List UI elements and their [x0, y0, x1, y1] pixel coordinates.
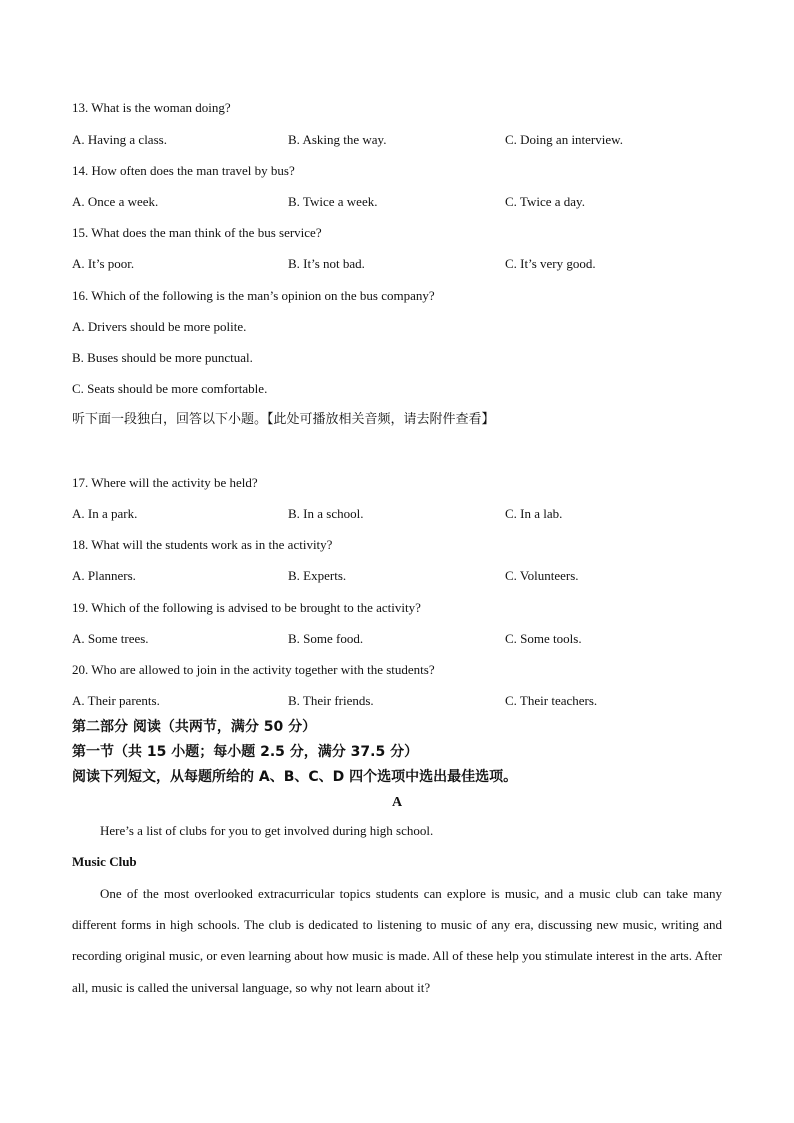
club-heading: Music Club — [72, 854, 137, 869]
option-14-b: B. Twice a week. — [288, 194, 378, 209]
section-one-title: 第一节（共 15 小题；每小题 2.5 分，满分 37.5 分） — [72, 744, 419, 760]
option-19-b: B. Some food. — [288, 631, 364, 646]
monologue-instruction: 听下面一段独白，回答以下小题。【此处可播放相关音频，请去附件查看】 — [72, 412, 495, 427]
option-14-c: C. Twice a day. — [505, 194, 585, 209]
option-13-b: B. Asking the way. — [288, 132, 387, 147]
option-15-a: A. It’s poor. — [72, 256, 135, 271]
question-17: 17. Where will the activity be held? — [72, 475, 258, 490]
option-20-a: A. Their parents. — [72, 693, 160, 708]
question-15: 15. What does the man think of the bus service? — [72, 225, 322, 240]
option-18-a: A. Planners. — [72, 568, 136, 583]
option-17-b: B. In a school. — [288, 506, 364, 521]
option-16-c: C. Seats should be more comfortable. — [72, 381, 268, 396]
part-two-title: 第二部分 阅读（共两节，满分 50 分） — [72, 719, 317, 735]
option-13-a: A. Having a class. — [72, 132, 167, 147]
option-13-c: C. Doing an interview. — [505, 132, 623, 147]
option-15-c: C. It’s very good. — [505, 256, 596, 271]
option-17-c: C. In a lab. — [505, 506, 563, 521]
reading-instruction: 阅读下列短文，从每题所给的 A、B、C、D 四个选项中选出最佳选项。 — [72, 769, 518, 785]
option-14-a: A. Once a week. — [72, 194, 159, 209]
option-19-a: A. Some trees. — [72, 631, 149, 646]
option-17-a: A. In a park. — [72, 506, 138, 521]
option-16-b: B. Buses should be more punctual. — [72, 350, 253, 365]
question-13: 13. What is the woman doing? — [72, 100, 231, 115]
club-paragraph — [72, 878, 722, 1003]
question-16: 16. Which of the following is the man’s opinion on the bus company? — [72, 288, 435, 303]
question-18: 18. What will the students work as in the activity? — [72, 537, 333, 552]
option-18-b: B. Experts. — [288, 568, 347, 583]
club-paragraph-text: One of the most overlooked extracurricular topics students can explore is music, and a music club can take many different forms in high schools. The club is dedicated to listening to music of any era, discussing new music, writing and recording original music, or even learning about how music is made. All of these help you stimulate interest in the arts. After all, music is called the universal language, so why not learn about it? — [72, 886, 722, 995]
option-16-a: A. Drivers should be more polite. — [72, 319, 247, 334]
option-19-c: C. Some tools. — [505, 631, 582, 646]
question-14: 14. How often does the man travel by bus? — [72, 163, 295, 178]
passage-label: A — [391, 795, 403, 810]
option-20-b: B. Their friends. — [288, 693, 374, 708]
passage-intro: Here’s a list of clubs for you to get involved during high school. — [100, 823, 434, 838]
option-15-b: B. It’s not bad. — [288, 256, 365, 271]
option-18-c: C. Volunteers. — [505, 568, 579, 583]
question-19: 19. Which of the following is advised to be brought to the activity? — [72, 600, 421, 615]
question-20: 20. Who are allowed to join in the activity together with the students? — [72, 662, 435, 677]
option-20-c: C. Their teachers. — [505, 693, 598, 708]
